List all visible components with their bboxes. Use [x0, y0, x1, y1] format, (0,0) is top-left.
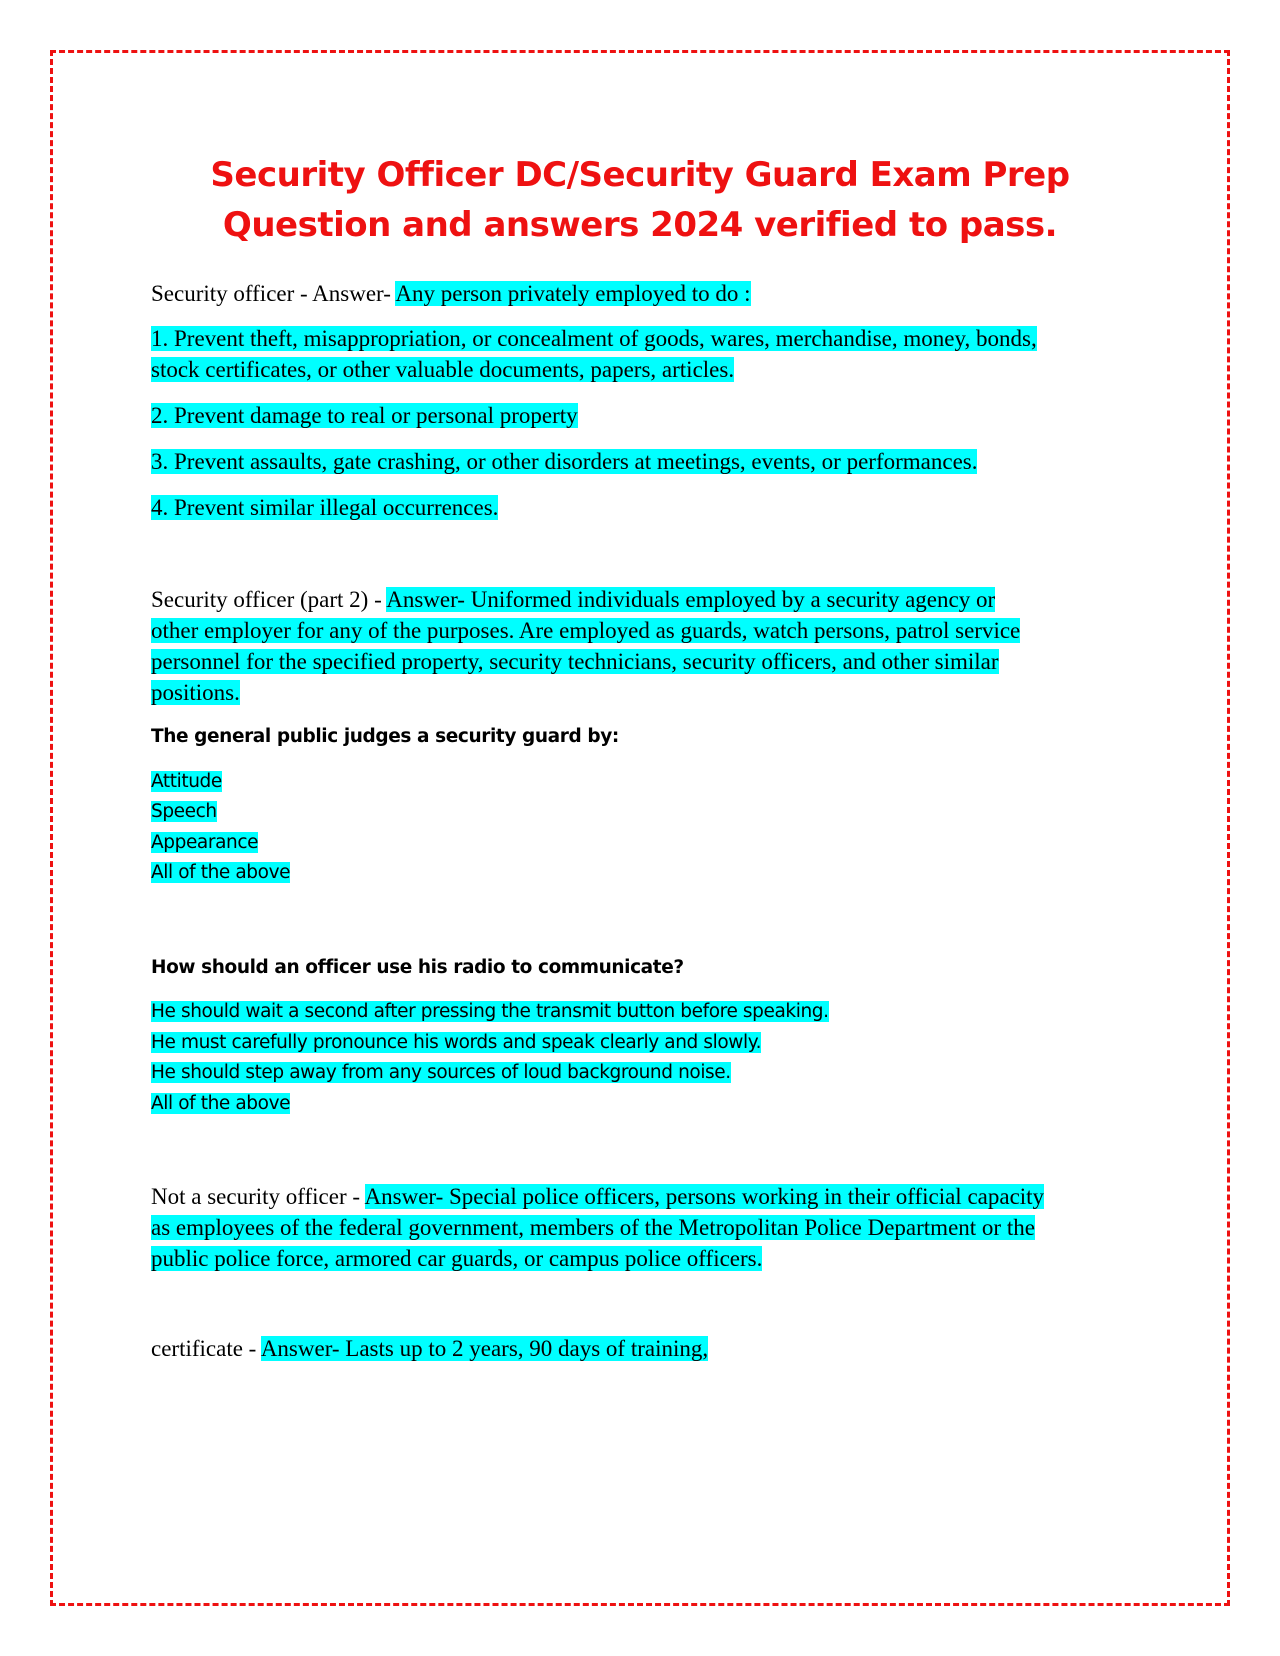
qa2-answer-line-2: other employer for any of the purposes. Are employed as guards, watch persons, patrol service	[151, 618, 1021, 643]
q4-option-2: He must carefully pronounce his words and speak clearly and slowly.	[151, 1031, 762, 1053]
qa5-answer-line-3: public police force, armored car guards, or campus police officers.	[151, 1246, 763, 1271]
q3-option-1: Attitude	[151, 770, 222, 792]
qa1-item-1-line-2: stock certificates, or other valuable documents, papers, articles.	[151, 357, 735, 382]
qa1-term: Security officer - Answer-	[151, 281, 396, 306]
q3-option-2: Speech	[151, 801, 217, 822]
qa2-answer-line-3: personnel for the specified property, security technicians, security officers, and other similar	[151, 649, 999, 674]
qa5-definition	[151, 1181, 1141, 1274]
q4-question: How should an officer use his radio to communicate?	[151, 956, 684, 978]
q4-options	[151, 997, 1141, 1119]
qa1-item-2	[151, 400, 1141, 431]
q3-question: The general public judges a security guard by:	[151, 726, 619, 747]
qa1-item-4-text: 4. Prevent similar illegal occurrences.	[151, 495, 499, 520]
q4-option-1: He should wait a second after pressing the transmit button before speaking.	[151, 1001, 829, 1022]
qa1-item-1	[151, 323, 1141, 385]
qa5-answer-line-1: Answer- Special police officers, persons working in their official capacity	[364, 1184, 1045, 1209]
qa6-answer: Answer- Lasts up to 2 years, 90 days of training,	[260, 1336, 709, 1361]
qa1-item-3	[151, 446, 1141, 477]
qa5-term: Not a security officer -	[151, 1184, 365, 1209]
title-line-1: Security Officer DC/Security Guard Exam Prep	[210, 155, 1070, 195]
q4-option-4: All of the above	[151, 1092, 291, 1114]
qa6-definition	[151, 1333, 1141, 1364]
qa1-item-4	[151, 492, 1141, 523]
qa1-item-3-text: 3. Prevent assaults, gate crashing, or other disorders at meetings, events, or performances.	[151, 449, 978, 474]
qa2-definition	[151, 584, 1141, 708]
qa1-item-1-line-1: 1. Prevent theft, misappropriation, or concealment of goods, wares, merchandise, money, bonds,	[151, 326, 1037, 351]
document-title	[0, 150, 1280, 250]
qa6-term: certificate -	[151, 1336, 261, 1361]
title-line-2: Question and answers 2024 verified to pass.	[222, 205, 1058, 245]
q4-option-3: He should step away from any sources of loud background noise.	[151, 1062, 731, 1083]
qa1-answer: Any person privately employed to do :	[395, 281, 751, 306]
qa5-answer-line-2: as employees of the federal government, members of the Metropolitan Police Department or the	[151, 1215, 1035, 1240]
qa2-answer-line-4: positions.	[151, 680, 240, 705]
q3-option-4: All of the above	[151, 862, 291, 883]
qa2-term: Security officer (part 2) -	[151, 587, 387, 612]
qa1-item-2-text: 2. Prevent damage to real or personal property	[151, 403, 578, 428]
document-content	[151, 278, 1141, 1364]
qa1-definition	[151, 278, 1141, 309]
qa2-answer-line-1: Answer- Uniformed individuals employed by a security agency or	[386, 587, 996, 612]
q3-options	[151, 767, 1141, 889]
q3-option-3: Appearance	[151, 831, 259, 853]
